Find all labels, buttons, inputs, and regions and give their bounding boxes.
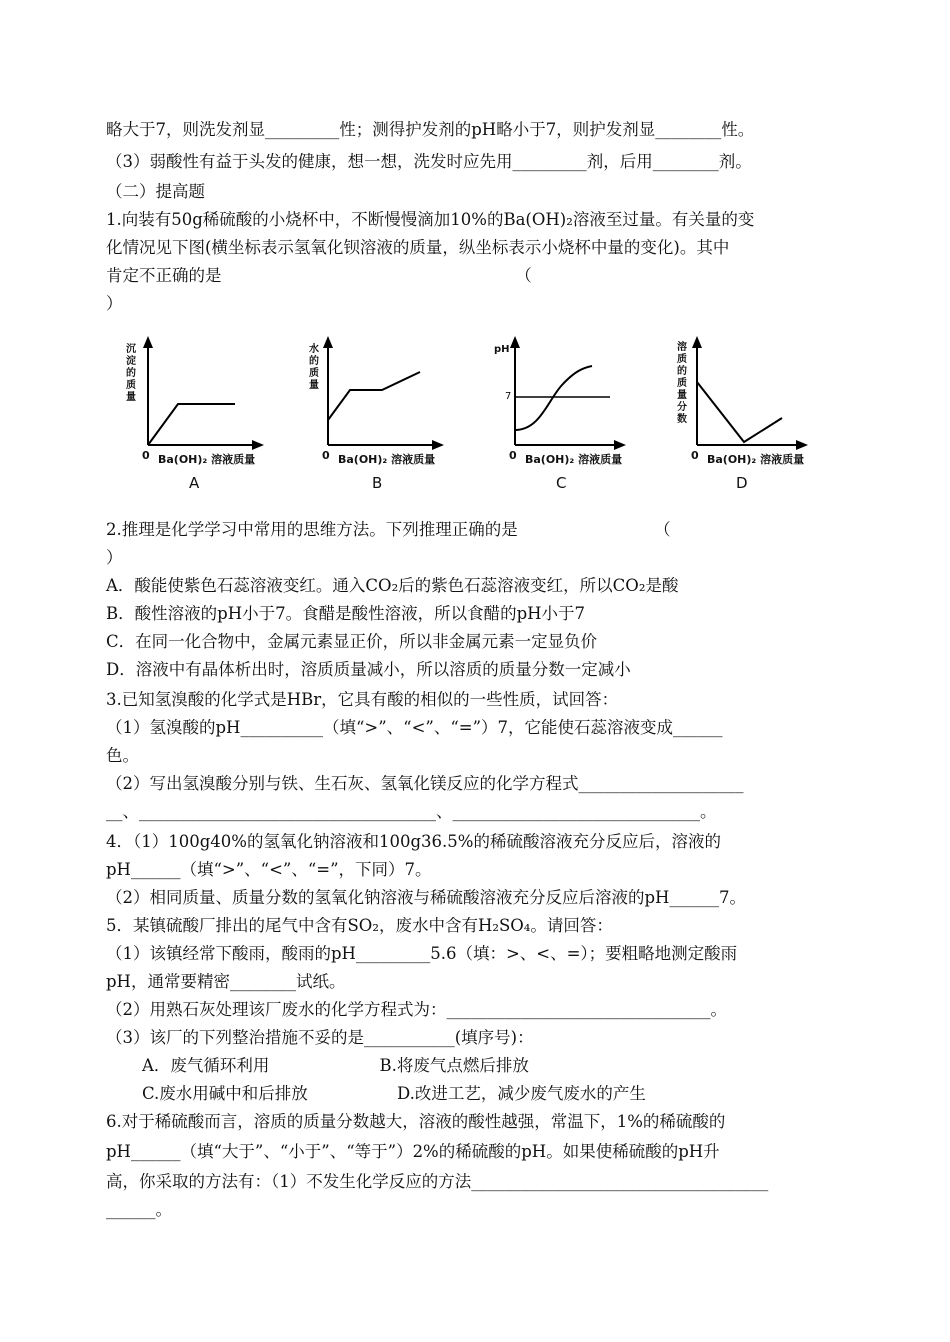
question-5-line: （1）该镇经常下酸雨，酸雨的pH_________5.6（填：>、<、=）；要粗略地测定酸雨 bbox=[106, 944, 738, 963]
x-axis-label: Ba(OH)₂ 溶液质量 bbox=[158, 453, 256, 466]
chart-letter: D bbox=[736, 474, 748, 492]
y-axis-label: pH bbox=[494, 344, 510, 355]
chart-letter: B bbox=[372, 474, 383, 492]
option-c: C．在同一化合物中，金属元素显正价，所以非金属元素一定显负价 bbox=[106, 632, 598, 651]
question-3-line: 色。 bbox=[106, 746, 139, 765]
question-4-line: pH______（填“>”、“<”、“=”，下同）7。 bbox=[106, 860, 432, 879]
question-4-line: 4．（1）100g40%的氢氧化钠溶液和100g36.5%的稀硫酸溶液充分反应后，溶液的 bbox=[106, 832, 721, 851]
origin-label: 0 bbox=[322, 449, 330, 462]
question-2-line: 2.推理是化学学习中常用的思维方法。下列推理正确的是 （ bbox=[106, 520, 671, 539]
origin-label: 0 bbox=[142, 449, 150, 462]
origin-label: 0 bbox=[509, 449, 517, 462]
question-5-line: （3）该厂的下列整治措施不妥的是___________(填序号)： bbox=[106, 1028, 534, 1047]
x-axis-label: Ba(OH)₂ 溶液质量 bbox=[525, 453, 623, 466]
question-3-line: 3.已知氢溴酸的化学式是HBr，它具有酸的相似的一些性质，试回答： bbox=[106, 690, 619, 709]
chart-letter: A bbox=[189, 474, 200, 492]
text-line: 略大于7，则洗发剂显_________性；测得护发剂的pH略小于7，则护发剂显________性。 bbox=[106, 120, 755, 139]
question-1-line: 1.向装有50g稀硫酸的小烧杯中，不断慢慢滴加10%的Ba(OH)₂溶液至过量。有关量的变 bbox=[106, 210, 755, 229]
question-1-line: 肯定不正确的是 （ bbox=[106, 266, 532, 285]
option-a: A．酸能使紫色石蕊溶液变红。通入CO₂后的紫色石蕊溶液变红，所以CO₂是酸 bbox=[106, 576, 679, 595]
option-b: B．酸性溶液的pH小于7。食醋是酸性溶液，所以食醋的pH小于7 bbox=[106, 604, 586, 623]
chart-row bbox=[100, 330, 860, 500]
x-axis-label: Ba(OH)₂ 溶液质量 bbox=[707, 453, 805, 466]
option-row: C.废水用碱中和后排放 D.改进工艺，减少废气废水的产生 bbox=[142, 1084, 646, 1103]
y-axis-label: 溶质的质量分数 bbox=[677, 342, 687, 425]
chart-a bbox=[100, 330, 270, 500]
y-axis-label: 沉淀的质量 bbox=[126, 344, 136, 403]
option-d: D．溶液中有晶体析出时，溶质质量减小，所以溶质的质量分数一定减小 bbox=[106, 660, 631, 679]
chart-b bbox=[282, 330, 452, 500]
y-axis-label: 水的质量 bbox=[309, 344, 319, 391]
question-6-line: ______。 bbox=[106, 1200, 172, 1219]
chart-c bbox=[470, 330, 640, 500]
chart-letter: C bbox=[556, 474, 567, 492]
question-2-line: ） bbox=[106, 548, 123, 567]
question-3-line: （2）写出氢溴酸分别与铁、生石灰、氢氧化镁反应的化学方程式____________________ bbox=[106, 774, 744, 793]
chart-b-plot bbox=[282, 330, 452, 500]
ph-seven-label: 7 bbox=[505, 391, 512, 402]
question-1-line: 化情况见下图(横坐标表示氢氧化钡溶液的质量，纵坐标表示小烧杯中量的变化)。其中 bbox=[106, 238, 730, 257]
question-6-line: 6.对于稀硫酸而言，溶质的质量分数越大，溶液的酸性越强，常温下，1%的稀硫酸的 bbox=[106, 1112, 726, 1131]
question-3-line: （1）氢溴酸的pH__________（填“>”、“<”、“=”）7，它能使石蕊溶液变成______ bbox=[106, 718, 723, 737]
question-1-line: ） bbox=[106, 294, 123, 313]
chart-d bbox=[652, 330, 822, 500]
question-3-line: __、____________________________________、______________________________。 bbox=[106, 802, 717, 821]
option-row: A．废气循环利用 B.将废气点燃后排放 bbox=[142, 1056, 529, 1075]
question-5-line: （2）用熟石灰处理该厂废水的化学方程式为：________________________________。 bbox=[106, 1000, 727, 1019]
text-line: （3）弱酸性有益于头发的健康，想一想，洗发时应先用_________剂，后用________剂。 bbox=[106, 152, 752, 171]
question-6-line: pH______（填“大于”、“小于”、“等于”）2%的稀硫酸的pH。如果使稀硫酸的pH升 bbox=[106, 1142, 720, 1161]
question-5-line: 5．某镇硫酸厂排出的尾气中含有SO₂，废水中含有H₂SO₄。请回答： bbox=[106, 916, 613, 935]
origin-label: 0 bbox=[691, 449, 699, 462]
x-axis-label: Ba(OH)₂ 溶液质量 bbox=[338, 453, 436, 466]
question-6-line: 高，你采取的方法有：（1）不发生化学反应的方法____________________________________ bbox=[106, 1172, 769, 1191]
question-5-line: pH，通常要精密________试纸。 bbox=[106, 972, 346, 991]
section-heading: （二）提高题 bbox=[106, 182, 205, 201]
question-4-line: （2）相同质量、质量分数的氢氧化钠溶液与稀硫酸溶液充分反应后溶液的pH______7。 bbox=[106, 888, 746, 907]
